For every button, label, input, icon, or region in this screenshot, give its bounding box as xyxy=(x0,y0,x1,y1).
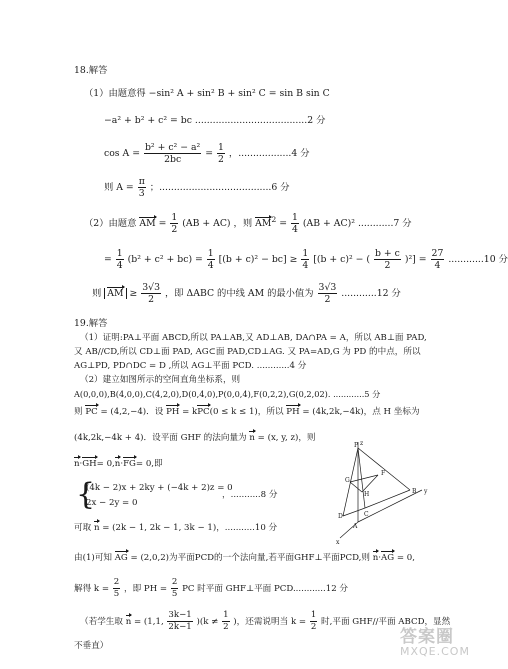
s18-quarter-fraction xyxy=(291,212,299,235)
s19-line2: 又 AB//CD,所以 CD⊥面 PAD, AG⊂面 PAD,CD⊥AG. 又 PA=AD,G 为 PD 的中点，所以 xyxy=(74,347,421,357)
s19-vec-fg: FG xyxy=(123,459,136,469)
s19-line3: AG⊥PD, PD∩DC = D ,所以 AG⊥平面 PCD. ............4 分 xyxy=(74,361,307,371)
s18-r3-fraction-2 xyxy=(318,282,338,305)
s18-part2-line xyxy=(84,212,412,235)
s18-then2: 则 xyxy=(92,288,102,299)
watermark-line2: MXQE.COM xyxy=(400,645,470,658)
s19-k-num-2: 2 xyxy=(171,577,178,587)
s19-l14c: )(k ≠ xyxy=(196,617,219,627)
s19-vec-n-2: n xyxy=(74,459,80,469)
s19-l13c: PC 时平面 GHF⊥平面 PCD............12 分 xyxy=(182,584,348,594)
s18-score-4: ，..................4 分 xyxy=(228,148,310,159)
s18-eq1: −sin² A + sin² B + sin² C = sin B sin C xyxy=(148,88,330,99)
s18-q2 xyxy=(207,248,215,271)
section-18-title: 18.解答 xyxy=(74,65,108,76)
s18-line2-b: (b² + c² + bc) = xyxy=(127,254,203,265)
s19-frac-3k xyxy=(167,610,192,633)
s19-half-den-2: 2 xyxy=(310,622,317,632)
s18-q1 xyxy=(116,248,124,271)
s19-system-brace: { xyxy=(76,477,96,512)
s18-score-6: ；......................................6 分 xyxy=(149,182,290,193)
s19-k-fraction-2 xyxy=(171,577,178,600)
label-b: B xyxy=(412,488,417,495)
s18-bc-den: 2 xyxy=(384,260,391,271)
s18-r3-fraction xyxy=(141,282,161,305)
s19-half-frac-2 xyxy=(310,610,317,633)
label-y: y xyxy=(424,488,428,495)
s19-frac-3k-den: 2k−1 xyxy=(168,622,192,632)
s19-system-eq2: 2x − 2y = 0 xyxy=(86,498,138,508)
s19-l7b: = (x, y, z)，则 xyxy=(257,433,316,443)
s18-score-12: ............12 分 xyxy=(341,288,401,299)
s19-l14d: )，还需说明当 k = xyxy=(233,617,307,627)
label-c: C xyxy=(364,511,369,518)
s19-half-num: 1 xyxy=(223,610,229,620)
s19-vec-ag-2: AG xyxy=(381,553,395,563)
s18-q2-den: 4 xyxy=(207,260,214,271)
s18-ab-ac-sq: (AB + AC)² xyxy=(302,218,355,229)
label-g: G xyxy=(345,477,350,484)
s19-half-num-2: 1 xyxy=(310,610,317,620)
s19-l14b: = (1,1, xyxy=(134,617,164,627)
s19-line13 xyxy=(74,577,348,600)
s19-k-fraction xyxy=(113,577,120,600)
label-a: A xyxy=(353,523,358,530)
s18-r3-den: 2 xyxy=(148,294,155,305)
s18-conclusion: ，即 ΔABC 的中线 AM 的最小值为 xyxy=(164,288,314,299)
s19-l8b: = 0, xyxy=(96,459,115,469)
s19-l7: (4k,2k,−4k + 4)．设平面 GHF 的法向量为 xyxy=(74,433,247,443)
s18-line2-e: )²] = xyxy=(404,254,427,265)
s18-q3-den: 4 xyxy=(302,260,309,271)
s19-line6 xyxy=(74,406,420,418)
s18-r3-num: 3√3 xyxy=(142,282,161,293)
s19-half-den: 2 xyxy=(223,622,229,632)
s18-eq-mid: = xyxy=(158,218,167,229)
s18-27-num: 27 xyxy=(431,248,444,259)
s19-l11b: = (2k − 1, 2k − 1, 3k − 1)，...........10 分 xyxy=(102,523,278,533)
s18-pi-fraction xyxy=(138,176,146,199)
s18-part1-line xyxy=(84,88,330,100)
s18-cos-numerator: b² + c² − a² xyxy=(144,142,201,153)
s18-cos-lhs: cos A = xyxy=(104,148,140,159)
s19-l6e: = (4k,2k,−4k)，点 H 坐标为 xyxy=(302,407,420,417)
s19-l11a: 可取 xyxy=(74,523,92,533)
watermark-logo xyxy=(400,622,470,658)
s19-line15: 不垂直） xyxy=(74,641,109,651)
s18-q3 xyxy=(301,248,309,271)
s19-vec-ag: AG xyxy=(114,553,128,563)
s19-system-eq1: (4k − 2)x + 2ky + (−4k + 2)z = 0 xyxy=(86,483,233,493)
s18-vec-am: AM xyxy=(139,218,156,229)
s18-quarter-den: 4 xyxy=(292,224,298,235)
s18-a-line xyxy=(104,176,290,199)
s18-score-2: ......................................2 分 xyxy=(194,115,326,126)
s18-half-fraction-2 xyxy=(170,212,178,235)
s19-l6d: (0 ≤ k ≤ 1)，所以 xyxy=(209,407,284,417)
s18-line2-d: [(b + c)² − ( xyxy=(313,254,371,265)
edge-cd xyxy=(343,508,365,516)
s18-abs-am xyxy=(104,288,126,299)
s19-dot-1: · xyxy=(79,459,83,469)
s18-line2-a: = xyxy=(104,254,115,265)
s18-cos-fraction xyxy=(144,142,201,165)
s19-l6a: 则 xyxy=(74,407,83,417)
label-h: H xyxy=(364,491,370,498)
s18-r3-num-2: 3√3 xyxy=(318,282,337,293)
s19-vec-n: n xyxy=(249,433,255,443)
s19-dot-3: · xyxy=(378,553,381,563)
s19-l12a: 由(1)可知 xyxy=(74,553,112,563)
s18-cos-denominator: 2bc xyxy=(164,154,182,165)
s19-line1: （1）证明:PA⊥平面 ABCD,所以 PA⊥AB,又 AD⊥AB, DA∩PA = A，所以 AB⊥面 PAD, xyxy=(80,333,427,343)
s18-cos-line xyxy=(104,142,310,165)
s18-eq2-line xyxy=(104,115,325,127)
s18-line2-c: [(b + c)² − bc] ≥ xyxy=(218,254,298,265)
s19-half-frac xyxy=(222,610,229,633)
s18-vec-am-2: AM xyxy=(255,218,272,229)
s19-l12c: = 0, xyxy=(396,553,415,563)
s19-k-den: 5 xyxy=(113,589,120,599)
s19-line5: A(0,0,0),B(4,0,0),C(4,2,0),D(0,4,0),P(0,0,4),F(0,2,2),G(0,2,02). ............5 分 xyxy=(74,389,381,399)
label-d: D xyxy=(338,513,343,520)
s18-ab-ac: (AB + AC) xyxy=(182,218,231,229)
label-x: x xyxy=(336,539,340,546)
s18-half-den: 2 xyxy=(218,154,224,165)
s19-l6c: = k xyxy=(182,407,198,417)
s18-27-fraction xyxy=(431,248,445,271)
s18-three: 3 xyxy=(138,188,145,199)
s19-l14e: 时,平面 GHF//平面 ABCD，显然 xyxy=(321,617,451,627)
section-19-title: 19.解答 xyxy=(74,318,108,329)
s18-eq2: −a² + b² + c² = bc xyxy=(104,115,192,126)
s18-half-den-2: 2 xyxy=(171,224,178,235)
label-f: F xyxy=(381,470,386,477)
s18-vec-am-3: AM xyxy=(107,288,124,299)
s18-bc-num: b + c xyxy=(375,248,400,259)
s18-square: 2 xyxy=(271,214,277,224)
s18-half-num: 1 xyxy=(218,142,224,153)
s19-l13a: 解得 k = xyxy=(74,584,110,594)
s19-line4: （2）建立如图所示的空间直角坐标系，则 xyxy=(80,375,241,385)
s19-l12b: = (2,0,2)为平面PCD的一个法向量,若平面GHF⊥平面PCD,则 xyxy=(130,553,370,563)
s18-bc-fraction xyxy=(374,248,401,271)
s19-dot-2: · xyxy=(120,459,124,469)
edge-pb xyxy=(358,448,410,490)
s19-line8 xyxy=(74,458,163,470)
s19-vec-ph-2: PH xyxy=(286,407,300,417)
s18-eq-sign: = xyxy=(205,148,214,159)
s19-k-den-2: 5 xyxy=(171,589,178,599)
s18-q1-den: 4 xyxy=(116,260,123,271)
s18-ge: ≥ xyxy=(129,288,138,299)
s19-line11 xyxy=(74,522,277,534)
s19-vec-pc: PC xyxy=(85,407,98,417)
s18-27-den: 4 xyxy=(434,260,441,271)
s19-vec-n-5: n xyxy=(372,553,379,563)
label-z: z xyxy=(360,440,364,447)
s19-l14a: （若学生取 xyxy=(80,617,123,627)
edge-gh xyxy=(350,482,362,492)
edge-pc xyxy=(358,448,365,508)
s19-vec-ph: PH xyxy=(166,407,180,417)
s18-part2-intro: （2）由题意 xyxy=(84,218,137,229)
edge-gf xyxy=(350,475,378,482)
s18-then-a: 则 A = xyxy=(104,182,134,193)
s18-then: ，则 xyxy=(233,218,253,229)
s18-part1-intro: （1）由题意得 xyxy=(84,88,146,99)
s19-vec-n-4: n xyxy=(93,523,100,533)
s18-line3 xyxy=(92,282,401,305)
s19-l8c: = 0,即 xyxy=(135,459,163,469)
s18-q3-num: 1 xyxy=(302,248,309,259)
s19-vec-n-6: n xyxy=(125,617,132,627)
s18-q2-num: 1 xyxy=(207,248,214,259)
s19-line7 xyxy=(74,432,316,444)
s19-score-8: ，...........8 分 xyxy=(222,490,278,500)
s19-vec-gh: GH xyxy=(82,459,97,469)
s19-vec-n-3: n xyxy=(114,459,121,469)
s19-l13b: ，即 PH = xyxy=(124,584,168,594)
s18-half-num-2: 1 xyxy=(171,212,178,223)
s19-line14 xyxy=(80,610,450,633)
geometry-figure xyxy=(318,440,438,550)
s18-score-10: ............10 分 xyxy=(448,254,508,265)
s19-l6b: = (4,2,−4)．设 xyxy=(100,407,164,417)
s18-line2 xyxy=(104,248,508,271)
s18-pi: π xyxy=(138,176,145,187)
s18-r3-den-2: 2 xyxy=(324,294,331,305)
s18-score-7: ............7 分 xyxy=(357,218,412,229)
s18-quarter-num: 1 xyxy=(292,212,298,223)
label-p: P xyxy=(354,442,359,449)
s18-q1-num: 1 xyxy=(116,248,123,259)
s19-frac-3k-num: 3k−1 xyxy=(168,610,192,620)
s19-vec-pc-2: PC xyxy=(197,407,210,417)
s19-line12 xyxy=(74,552,415,564)
watermark-line1: 答案圈 xyxy=(400,627,454,647)
s18-half-fraction xyxy=(217,142,225,165)
s19-k-num: 2 xyxy=(113,577,120,587)
s18-eq-mid-2: = xyxy=(279,218,288,229)
edge-fh xyxy=(362,475,378,492)
